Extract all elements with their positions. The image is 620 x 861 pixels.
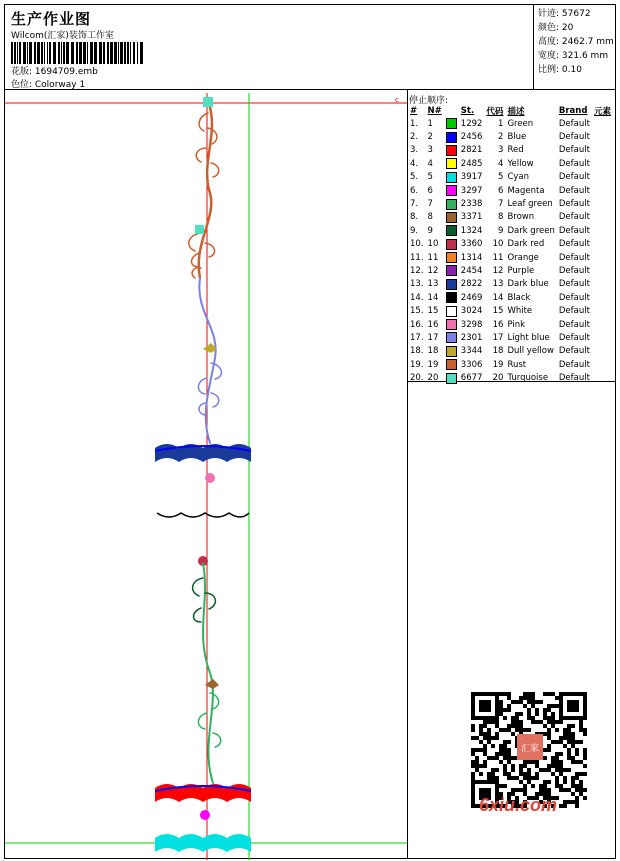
table-row [408, 157, 613, 170]
row-needle: 18 [427, 346, 439, 357]
row-element [592, 211, 613, 224]
stat-colors: 颜色: 20 [538, 23, 574, 33]
seal-text: 汇家 [520, 744, 540, 754]
table-row [408, 251, 613, 264]
row-index: 13. [410, 279, 424, 290]
row-stitches: 3297 [460, 185, 483, 196]
color-swatch [446, 373, 457, 384]
table-row [408, 144, 613, 157]
row-brand: Default [558, 185, 590, 196]
row-code: 17 [492, 332, 504, 343]
row-swatch [444, 184, 459, 197]
blue-scallop-band [155, 444, 251, 483]
row-description: Turquoise [507, 373, 549, 384]
row-description: Leaf green [507, 199, 553, 210]
row-code: 7 [498, 199, 504, 210]
color-swatch [446, 265, 457, 276]
col-swatch [444, 104, 459, 117]
row-needle: 17 [427, 332, 439, 343]
color-swatch [446, 199, 457, 210]
color-swatch [446, 252, 457, 263]
table-row [408, 224, 613, 237]
color-swatch [446, 172, 457, 183]
row-description: Rust [507, 359, 527, 370]
row-brand: Default [558, 172, 590, 183]
row-stitches: 1324 [460, 225, 483, 236]
row-description: Dark red [507, 239, 545, 250]
row-index: 4. [410, 158, 419, 169]
row-code: 6 [498, 185, 504, 196]
table-row [408, 345, 613, 358]
row-code: 8 [498, 212, 504, 223]
col-needle: N# [427, 105, 442, 116]
row-stitches: 2822 [460, 279, 483, 290]
row-element [592, 318, 613, 331]
row-needle: 14 [427, 292, 439, 303]
row-needle: 3 [427, 145, 433, 156]
row-code: 18 [492, 346, 504, 357]
row-brand: Default [558, 225, 590, 236]
row-brand: Default [558, 306, 590, 317]
table-row [408, 304, 613, 317]
color-swatch [446, 145, 457, 156]
watermark-brand: 6xiu.com [479, 795, 558, 815]
stat-stitches: 针迹: 57672 [538, 9, 591, 19]
row-stitches: 3298 [460, 319, 483, 330]
row-stitches: 2821 [460, 145, 483, 156]
row-brand: Default [558, 158, 590, 169]
row-element [592, 157, 613, 170]
row-index: 8. [410, 212, 419, 223]
row-swatch [444, 291, 459, 304]
stat-width: 宽度: 321.6 mm [538, 51, 609, 61]
row-brand: Default [558, 332, 590, 343]
row-index: 12. [410, 265, 424, 276]
row-index: 18. [410, 346, 424, 357]
row-element [592, 264, 613, 277]
red-scallop-band [155, 784, 251, 820]
row-element [592, 117, 613, 130]
row-code: 1 [498, 118, 504, 129]
row-brand: Default [558, 239, 590, 250]
row-index: 20. [410, 373, 424, 384]
row-index: 6. [410, 185, 419, 196]
row-stitches: 3344 [460, 346, 483, 357]
table-row [408, 278, 613, 291]
row-needle: 15 [427, 306, 439, 317]
row-swatch [444, 197, 459, 210]
row-brand: Default [558, 292, 590, 303]
row-swatch [444, 264, 459, 277]
col-element: 元素 [593, 106, 611, 117]
stop-sequence-heading: 停止顺序: [409, 96, 449, 106]
row-swatch [444, 130, 459, 143]
row-description: White [507, 306, 533, 317]
row-index: 17. [410, 332, 424, 343]
row-needle: 4 [427, 158, 433, 169]
row-stitches: 1314 [460, 252, 483, 263]
row-stitches: 2456 [460, 132, 483, 143]
row-stitches: 2301 [460, 332, 483, 343]
table-row [408, 184, 613, 197]
row-code: 10 [492, 239, 504, 250]
table-row [408, 171, 613, 184]
color-swatch [446, 225, 457, 236]
row-needle: 11 [427, 252, 439, 263]
row-description: Green [507, 118, 534, 129]
row-code: 2 [498, 132, 504, 143]
top-right-mark: c [395, 96, 399, 104]
color-swatch [446, 212, 457, 223]
design-stats [538, 7, 614, 77]
row-stitches: 3306 [460, 359, 483, 370]
row-stitches: 3360 [460, 239, 483, 250]
row-swatch [444, 238, 459, 251]
table-row [408, 130, 613, 143]
row-index: 11. [410, 252, 424, 263]
color-swatch [446, 346, 457, 357]
color-swatch [446, 279, 457, 290]
header-divider [533, 5, 534, 89]
row-brand: Default [558, 359, 590, 370]
color-swatch [446, 292, 457, 303]
row-needle: 19 [427, 359, 439, 370]
row-swatch [444, 304, 459, 317]
row-brand: Default [558, 145, 590, 156]
row-description: Dull yellow [507, 346, 554, 357]
row-description: Purple [507, 265, 535, 276]
row-code: 11 [492, 252, 504, 263]
row-needle: 12 [427, 265, 439, 276]
row-code: 19 [492, 359, 504, 370]
row-code: 20 [492, 373, 504, 384]
row-swatch [444, 345, 459, 358]
sheet-title: 生产作业图 [11, 10, 92, 28]
row-description: Red [507, 145, 524, 156]
table-row [408, 211, 613, 224]
row-needle: 13 [427, 279, 439, 290]
row-swatch [444, 318, 459, 331]
row-swatch [444, 171, 459, 184]
stop-sequence-table [408, 104, 613, 385]
row-index: 14. [410, 292, 424, 303]
row-swatch [444, 358, 459, 371]
col-index: # [410, 105, 418, 116]
row-swatch [444, 117, 459, 130]
table-row [408, 371, 613, 384]
row-index: 7. [410, 199, 419, 210]
row-brand: Default [558, 199, 590, 210]
row-code: 5 [498, 172, 504, 183]
row-index: 2. [410, 132, 419, 143]
row-swatch [444, 251, 459, 264]
table-row [408, 318, 613, 331]
table-row [408, 331, 613, 344]
row-needle: 20 [427, 373, 439, 384]
row-element [592, 371, 613, 384]
row-needle: 5 [427, 172, 433, 183]
row-code: 13 [492, 279, 504, 290]
col-stitches: St. [460, 105, 475, 116]
studio-name: Wilcom(汇家)装饰工作室 [11, 31, 114, 41]
row-description: Dark green [507, 225, 555, 236]
row-element [592, 331, 613, 344]
row-stitches: 1292 [460, 118, 483, 129]
row-stitches: 2485 [460, 158, 483, 169]
row-index: 5. [410, 172, 419, 183]
row-swatch [444, 157, 459, 170]
row-description: Brown [507, 212, 535, 223]
row-swatch [444, 224, 459, 237]
colorway-label: 色位: Colorway 1 [11, 80, 86, 90]
color-swatch [446, 332, 457, 343]
production-sheet [4, 4, 616, 859]
row-description: Orange [507, 252, 539, 263]
row-element [592, 184, 613, 197]
row-index: 9. [410, 225, 419, 236]
color-swatch [446, 185, 457, 196]
row-stitches: 2338 [460, 199, 483, 210]
row-brand: Default [558, 252, 590, 263]
row-needle: 7 [427, 199, 433, 210]
row-description: Pink [507, 319, 526, 330]
color-swatch [446, 359, 457, 370]
row-code: 15 [492, 306, 504, 317]
color-swatch [446, 118, 457, 129]
table-row [408, 291, 613, 304]
row-index: 1. [410, 118, 419, 129]
row-stitches: 2454 [460, 265, 483, 276]
row-description: Light blue [507, 332, 550, 343]
row-element [592, 358, 613, 371]
row-brand: Default [558, 319, 590, 330]
table-header-row [408, 104, 613, 117]
row-code: 3 [498, 145, 504, 156]
row-element [592, 304, 613, 317]
row-code: 12 [492, 265, 504, 276]
row-element [592, 251, 613, 264]
row-element [592, 278, 613, 291]
row-brand: Default [558, 118, 590, 129]
header-bottom-rule [5, 89, 615, 90]
embroidery-preview [5, 93, 407, 860]
row-stitches: 6677 [460, 373, 483, 384]
table-row [408, 264, 613, 277]
row-description: Blue [507, 132, 527, 143]
row-description: Dark blue [507, 279, 549, 290]
row-element [592, 345, 613, 358]
design-file-label: 花版: 1694709.emb [11, 67, 98, 77]
row-swatch [444, 371, 459, 384]
cyan-scallop-band [155, 834, 251, 852]
row-swatch [444, 211, 459, 224]
col-description: 描述 [507, 106, 525, 117]
upper-vine-motif [189, 97, 222, 443]
row-code: 14 [492, 292, 504, 303]
row-stitches: 3917 [460, 172, 483, 183]
row-code: 4 [498, 158, 504, 169]
row-needle: 1 [427, 118, 433, 129]
row-description: Cyan [507, 172, 529, 183]
row-needle: 16 [427, 319, 439, 330]
row-element [592, 171, 613, 184]
table-row [408, 238, 613, 251]
row-needle: 10 [427, 239, 439, 250]
row-code: 9 [498, 225, 504, 236]
row-code: 16 [492, 319, 504, 330]
row-brand: Default [558, 265, 590, 276]
row-description: Yellow [507, 158, 534, 169]
row-swatch [444, 144, 459, 157]
barcode [11, 42, 145, 64]
row-element [592, 291, 613, 304]
color-swatch [446, 306, 457, 317]
color-swatch [446, 158, 457, 169]
row-index: 3. [410, 145, 419, 156]
row-swatch [444, 331, 459, 344]
color-swatch [446, 132, 457, 143]
row-brand: Default [558, 346, 590, 357]
row-stitches: 2469 [460, 292, 483, 303]
row-brand: Default [558, 279, 590, 290]
row-brand: Default [558, 132, 590, 143]
row-brand: Default [558, 373, 590, 384]
row-element [592, 130, 613, 143]
row-swatch [444, 278, 459, 291]
row-needle: 8 [427, 212, 433, 223]
row-description: Magenta [507, 185, 545, 196]
row-needle: 6 [427, 185, 433, 196]
row-needle: 2 [427, 132, 433, 143]
row-stitches: 3024 [460, 306, 483, 317]
color-swatch [446, 239, 457, 250]
row-needle: 9 [427, 225, 433, 236]
row-index: 10. [410, 239, 424, 250]
row-element [592, 238, 613, 251]
color-swatch [446, 319, 457, 330]
row-brand: Default [558, 212, 590, 223]
row-index: 19. [410, 359, 424, 370]
table-row [408, 117, 613, 130]
col-brand: Brand [558, 105, 588, 116]
col-code: 代码 [486, 106, 504, 117]
row-stitches: 3371 [460, 212, 483, 223]
row-index: 16. [410, 319, 424, 330]
table-row [408, 197, 613, 210]
row-index: 15. [410, 306, 424, 317]
black-scallop-outline [157, 513, 249, 517]
stat-height: 高度: 2462.7 mm [538, 37, 614, 47]
row-description: Black [507, 292, 531, 303]
stat-scale: 比例: 0.10 [538, 65, 582, 75]
table-row [408, 358, 613, 371]
row-element [592, 224, 613, 237]
row-element [592, 144, 613, 157]
row-element [592, 197, 613, 210]
